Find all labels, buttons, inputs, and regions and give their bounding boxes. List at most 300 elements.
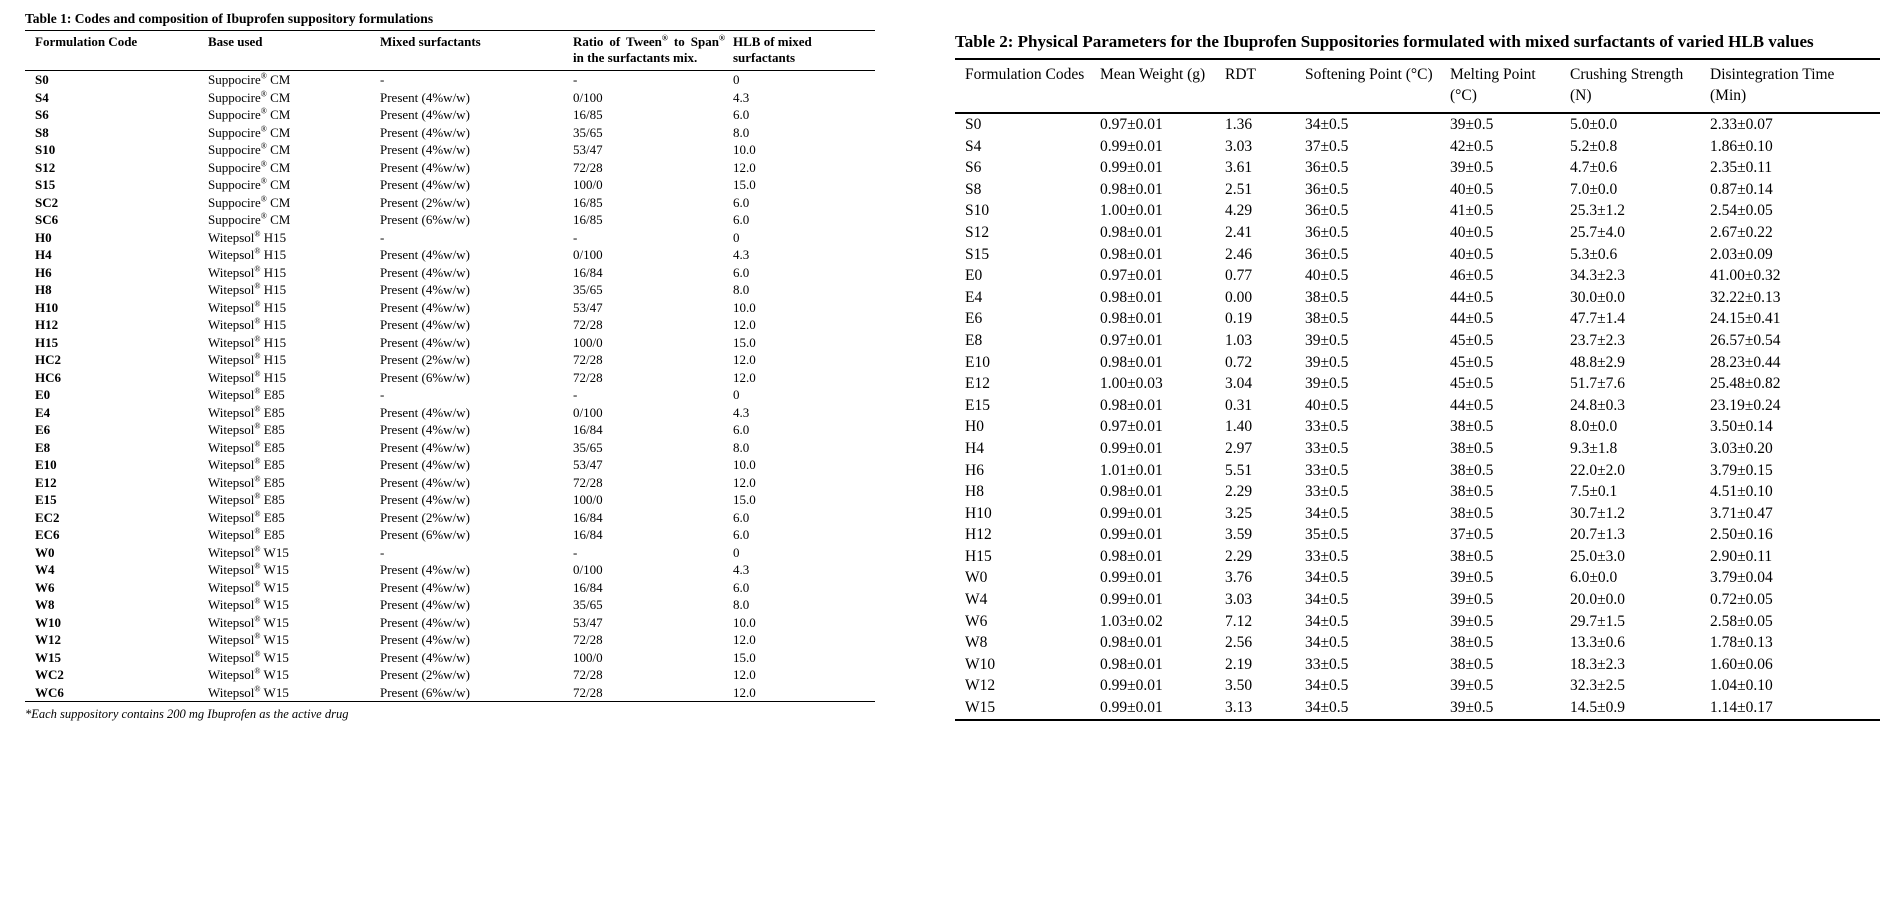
- table-cell: 1.00±0.01: [1100, 202, 1163, 220]
- table-cell: 72/28: [573, 369, 603, 385]
- table-cell: 34±0.5: [1305, 677, 1349, 695]
- table-cell: H12: [965, 526, 992, 544]
- table-cell: Present (4%w/w): [380, 632, 470, 647]
- table1-formulation-codes: [25, 31, 875, 702]
- table-cell: 4.3: [733, 404, 750, 420]
- table-cell: Witepsol® H15: [208, 299, 287, 315]
- table-cell: 53/47: [573, 142, 603, 157]
- table-cell: Witepsol® E85: [208, 421, 285, 437]
- table-cell: 12.0: [733, 632, 756, 647]
- table-cell: 25.0±3.0: [1570, 547, 1626, 565]
- table-row: [955, 416, 1880, 438]
- table-cell: 18.3±2.3: [1570, 655, 1626, 673]
- table-cell: 2.29: [1225, 483, 1253, 501]
- table-row: [955, 524, 1880, 546]
- table-cell: 9.3±1.8: [1570, 439, 1618, 457]
- table-cell: Present (4%w/w): [380, 264, 470, 280]
- table-cell: S8: [965, 180, 982, 198]
- table-row: [25, 281, 875, 299]
- table-cell: Present (2%w/w): [380, 509, 470, 525]
- table-cell: 2.97: [1225, 439, 1253, 457]
- table-cell: 41±0.5: [1450, 202, 1494, 220]
- table-cell: 6.0: [733, 194, 750, 210]
- table-cell: 38±0.5: [1450, 461, 1494, 479]
- table-cell: Present (6%w/w): [380, 684, 470, 700]
- table-cell: EC2: [35, 509, 60, 525]
- table-cell: 32.22±0.13: [1710, 288, 1781, 306]
- table-row: [25, 456, 875, 474]
- table-cell: 41.00±0.32: [1710, 267, 1781, 285]
- table-cell: Present (4%w/w): [380, 422, 470, 437]
- table-row: [955, 113, 1880, 136]
- table-cell: 2.29: [1225, 547, 1253, 565]
- table-cell: 1.40: [1225, 418, 1253, 436]
- table-cell: H6: [35, 264, 52, 280]
- table-cell: 0.98±0.01: [1100, 547, 1163, 565]
- table-cell: Present (4%w/w): [380, 317, 470, 332]
- table-cell: 40±0.5: [1450, 180, 1494, 198]
- table-cell: S15: [965, 245, 990, 263]
- table-cell: 1.78±0.13: [1710, 634, 1773, 652]
- table-cell: 0/100: [573, 562, 603, 577]
- table-cell: 25.48±0.82: [1710, 375, 1781, 393]
- table-cell: WC6: [35, 684, 64, 700]
- table-row: [25, 211, 875, 229]
- table-cell: S10: [965, 202, 990, 220]
- table-cell: 39±0.5: [1305, 331, 1349, 349]
- table-cell: Present (6%w/w): [380, 369, 470, 385]
- table-cell: Witepsol® W15: [208, 684, 289, 700]
- table-cell: W10: [965, 655, 996, 673]
- table-cell: Witepsol® W15: [208, 649, 289, 665]
- table-cell: 3.03±0.20: [1710, 439, 1773, 457]
- table-cell: E8: [35, 439, 51, 455]
- table-cell: 4.3: [733, 247, 750, 262]
- table2-panel: [955, 28, 1880, 721]
- table-cell: 34±0.5: [1305, 569, 1349, 587]
- table-cell: 1.14±0.17: [1710, 699, 1773, 717]
- table-row: [955, 222, 1880, 244]
- table-cell: 42±0.5: [1450, 137, 1494, 155]
- table-cell: Present (4%w/w): [380, 89, 470, 105]
- column-header: Softening Point (°C): [1305, 59, 1450, 113]
- table1-panel: [25, 10, 875, 722]
- table-cell: 53/47: [573, 299, 603, 315]
- table-cell: -: [573, 544, 578, 560]
- table-row: [25, 561, 875, 579]
- table-cell: Witepsol® H15: [208, 229, 287, 245]
- table-cell: 2.03±0.09: [1710, 245, 1773, 263]
- table-cell: 30.7±1.2: [1570, 504, 1626, 522]
- table-cell: -: [573, 387, 578, 402]
- table-cell: E10: [965, 353, 990, 371]
- table-row: [25, 386, 875, 404]
- table-cell: 6.0: [733, 107, 750, 122]
- table-cell: 23.19±0.24: [1710, 396, 1781, 414]
- table-cell: 38±0.5: [1305, 310, 1349, 328]
- table-cell: H0: [965, 418, 984, 436]
- table-cell: 72/28: [573, 352, 603, 367]
- table-cell: 1.60±0.06: [1710, 655, 1773, 673]
- table-cell: 34±0.5: [1305, 591, 1349, 609]
- table-cell: 6.0: [733, 422, 750, 437]
- table-cell: -: [380, 387, 385, 402]
- column-header: HLB of mixed surfactants: [733, 31, 875, 71]
- column-header: Base used: [208, 31, 380, 71]
- table-cell: 7.12: [1225, 612, 1253, 630]
- table-cell: 16/84: [573, 579, 603, 595]
- table-cell: Witepsol® E85: [208, 474, 285, 490]
- table-cell: W4: [35, 562, 55, 577]
- table-cell: 3.61: [1225, 159, 1253, 177]
- table-cell: 3.03: [1225, 137, 1253, 155]
- table-cell: 2.56: [1225, 634, 1253, 652]
- table2-header-row: [955, 59, 1880, 113]
- table-cell: W8: [35, 597, 55, 612]
- table-cell: 1.36: [1225, 116, 1253, 133]
- table-cell: 0.99±0.01: [1100, 699, 1163, 717]
- table-row: [955, 373, 1880, 395]
- table-cell: H12: [35, 317, 59, 332]
- table-cell: 39±0.5: [1450, 591, 1494, 609]
- table-cell: S4: [965, 137, 982, 155]
- table-cell: 8.0: [733, 124, 750, 140]
- table-cell: 13.3±0.6: [1570, 634, 1626, 652]
- table-cell: E10: [35, 457, 57, 472]
- table-cell: 34.3±2.3: [1570, 267, 1626, 285]
- table-cell: 6.0: [733, 212, 750, 227]
- table-cell: 2.67±0.22: [1710, 223, 1773, 241]
- table-cell: 0: [733, 229, 740, 245]
- table-row: [25, 316, 875, 334]
- table-cell: 6.0: [733, 264, 750, 280]
- table-cell: 35/65: [573, 282, 603, 297]
- table-cell: 38±0.5: [1450, 418, 1494, 436]
- table-cell: 1.04±0.10: [1710, 677, 1773, 695]
- table-cell: Present (4%w/w): [380, 334, 470, 350]
- table-cell: H10: [35, 299, 59, 315]
- table-cell: 39±0.5: [1450, 116, 1494, 133]
- column-header: Disintegration Time (Min): [1710, 59, 1880, 113]
- table-cell: 0.99±0.01: [1100, 591, 1163, 609]
- table-cell: 37±0.5: [1305, 137, 1349, 155]
- table-cell: S0: [35, 72, 49, 87]
- table-cell: 0.99±0.01: [1100, 159, 1163, 177]
- table-row: [25, 159, 875, 177]
- table-cell: 1.03±0.02: [1100, 612, 1163, 630]
- table-cell: -: [573, 72, 578, 87]
- column-header: Crushing Strength (N): [1570, 59, 1710, 113]
- table-cell: W10: [35, 614, 61, 630]
- table-cell: EC6: [35, 527, 60, 542]
- table-cell: H8: [965, 483, 984, 501]
- table-cell: E8: [965, 331, 983, 349]
- table-cell: E12: [35, 474, 57, 490]
- table-cell: Witepsol® W15: [208, 544, 289, 560]
- table-cell: Present (6%w/w): [380, 527, 470, 542]
- table-cell: Witepsol® W15: [208, 596, 289, 612]
- table-cell: E6: [35, 422, 51, 437]
- table-cell: Witepsol® W15: [208, 614, 289, 630]
- table-cell: Witepsol® E85: [208, 491, 285, 507]
- table1-caption: Table 1: Codes and composition of Ibuprofen suppository formulations: [25, 10, 875, 31]
- table-cell: 72/28: [573, 317, 603, 332]
- table-row: [25, 89, 875, 107]
- table-row: [955, 308, 1880, 330]
- table-cell: 15.0: [733, 177, 756, 192]
- table-cell: 32.3±2.5: [1570, 677, 1626, 695]
- table-cell: SC6: [35, 212, 59, 227]
- table-cell: Witepsol® E85: [208, 386, 285, 402]
- table-cell: Present (2%w/w): [380, 352, 470, 367]
- table-cell: Present (4%w/w): [380, 159, 470, 175]
- table-cell: 12.0: [733, 317, 756, 332]
- table-cell: Suppocire® CM: [208, 159, 291, 175]
- table-cell: 40±0.5: [1450, 223, 1494, 241]
- table-cell: Present (4%w/w): [380, 247, 470, 262]
- table-cell: 100/0: [573, 649, 603, 665]
- table-cell: 39±0.5: [1450, 569, 1494, 587]
- column-header: Formulation Codes: [955, 59, 1100, 113]
- table-cell: 7.0±0.0: [1570, 180, 1618, 198]
- table-row: [955, 287, 1880, 309]
- table-cell: 26.57±0.54: [1710, 331, 1781, 349]
- table-cell: 53/47: [573, 457, 603, 472]
- table-cell: Witepsol® H15: [208, 264, 287, 280]
- table-cell: 0/100: [573, 404, 603, 420]
- table-cell: S15: [35, 177, 56, 192]
- table-cell: Suppocire® CM: [208, 194, 291, 210]
- table-cell: 34±0.5: [1305, 116, 1349, 133]
- table-cell: 10.0: [733, 614, 756, 630]
- table-cell: 35/65: [573, 597, 603, 612]
- table-cell: 8.0: [733, 597, 750, 612]
- table-cell: E6: [965, 310, 983, 328]
- table-cell: Suppocire® CM: [208, 124, 291, 140]
- table-cell: 3.79±0.15: [1710, 461, 1773, 479]
- table-row: [25, 491, 875, 509]
- table-cell: H4: [965, 439, 984, 457]
- table-cell: 0.98±0.01: [1100, 288, 1163, 306]
- table-cell: Witepsol® H15: [208, 351, 287, 367]
- table-cell: 22.0±2.0: [1570, 461, 1626, 479]
- table-cell: 12.0: [733, 159, 756, 175]
- table-cell: 20.0±0.0: [1570, 591, 1626, 609]
- table-cell: S4: [35, 89, 49, 105]
- column-header: Mixed surfactants: [380, 31, 573, 71]
- table-cell: W15: [35, 649, 61, 665]
- table-row: [25, 124, 875, 142]
- table-row: [955, 567, 1880, 589]
- table-cell: 33±0.5: [1305, 483, 1349, 501]
- table-cell: 7.5±0.1: [1570, 483, 1618, 501]
- table-cell: 3.59: [1225, 526, 1253, 544]
- table-cell: 0.97±0.01: [1100, 331, 1163, 349]
- table-cell: WC2: [35, 667, 64, 682]
- table-cell: 0.99±0.01: [1100, 504, 1163, 522]
- table-cell: E12: [965, 375, 990, 393]
- table-cell: Present (4%w/w): [380, 597, 470, 612]
- table-row: [955, 438, 1880, 460]
- table-cell: 33±0.5: [1305, 418, 1349, 436]
- table-cell: 3.03: [1225, 591, 1253, 609]
- table-cell: Witepsol® H15: [208, 316, 287, 332]
- table-cell: 28.23±0.44: [1710, 353, 1781, 371]
- table-cell: 1.03: [1225, 331, 1253, 349]
- table-cell: 44±0.5: [1450, 288, 1494, 306]
- table-cell: 14.5±0.9: [1570, 699, 1626, 717]
- table-cell: 0.98±0.01: [1100, 353, 1163, 371]
- column-header: Ratio of Tween® to Span® in the surfactants mix.: [573, 31, 733, 71]
- table-cell: 72/28: [573, 474, 603, 490]
- table-cell: 20.7±1.3: [1570, 526, 1626, 544]
- table-cell: 25.7±4.0: [1570, 223, 1626, 241]
- table-cell: Present (4%w/w): [380, 649, 470, 665]
- table-cell: S8: [35, 124, 49, 140]
- table-cell: Witepsol® W15: [208, 666, 289, 682]
- table-cell: Present (4%w/w): [380, 124, 470, 140]
- table-cell: H6: [965, 461, 984, 479]
- table-cell: H0: [35, 229, 52, 245]
- table-cell: 4.3: [733, 89, 750, 105]
- table-cell: 47.7±1.4: [1570, 310, 1626, 328]
- table-cell: 5.2±0.8: [1570, 137, 1618, 155]
- table-cell: Suppocire® CM: [208, 71, 291, 87]
- table-cell: 4.7±0.6: [1570, 159, 1618, 177]
- table-cell: 72/28: [573, 159, 603, 175]
- table-cell: H15: [965, 547, 992, 565]
- table-cell: 35/65: [573, 439, 603, 455]
- table-row: [25, 439, 875, 457]
- table-cell: 30.0±0.0: [1570, 288, 1626, 306]
- table-cell: 0.97±0.01: [1100, 418, 1163, 436]
- table-cell: 0.19: [1225, 310, 1253, 328]
- table-cell: 38±0.5: [1450, 483, 1494, 501]
- table-cell: 0.97±0.01: [1100, 116, 1163, 133]
- table-row: [25, 579, 875, 597]
- table-cell: S12: [35, 159, 56, 175]
- table-row: [955, 136, 1880, 158]
- table-cell: 35/65: [573, 124, 603, 140]
- table-cell: Present (2%w/w): [380, 667, 470, 682]
- table-cell: 4.29: [1225, 202, 1253, 220]
- table-cell: W6: [965, 612, 988, 630]
- table2-physical-parameters: [955, 58, 1880, 721]
- table-cell: 44±0.5: [1450, 396, 1494, 414]
- table-cell: 0.87±0.14: [1710, 180, 1773, 198]
- table-cell: 2.19: [1225, 655, 1253, 673]
- table-cell: 0.98±0.01: [1100, 483, 1163, 501]
- table-row: [955, 460, 1880, 482]
- table-cell: 38±0.5: [1450, 504, 1494, 522]
- table-cell: Present (4%w/w): [380, 299, 470, 315]
- table-cell: -: [380, 229, 385, 245]
- table-cell: 34±0.5: [1305, 699, 1349, 717]
- table-cell: 0: [733, 72, 740, 87]
- table-cell: W15: [965, 699, 996, 717]
- table-cell: Witepsol® E85: [208, 456, 285, 472]
- table-cell: 15.0: [733, 492, 756, 507]
- table-cell: Present (4%w/w): [380, 579, 470, 595]
- table-cell: 37±0.5: [1450, 526, 1494, 544]
- table-cell: Suppocire® CM: [208, 141, 291, 157]
- table-cell: 33±0.5: [1305, 547, 1349, 565]
- table-row: [25, 631, 875, 649]
- table-cell: 0.72: [1225, 353, 1253, 371]
- table-cell: 0.98±0.01: [1100, 396, 1163, 414]
- table-cell: 16/84: [573, 509, 603, 525]
- table-cell: Suppocire® CM: [208, 211, 291, 227]
- table-cell: 3.76: [1225, 569, 1253, 587]
- table-cell: Present (2%w/w): [380, 194, 470, 210]
- table-cell: 6.0: [733, 509, 750, 525]
- table-cell: 38±0.5: [1450, 439, 1494, 457]
- table-cell: 2.90±0.11: [1710, 547, 1773, 565]
- table-cell: Witepsol® W15: [208, 579, 289, 595]
- table-cell: 51.7±7.6: [1570, 375, 1626, 393]
- table-cell: -: [380, 72, 385, 87]
- table-cell: 10.0: [733, 457, 756, 472]
- table-row: [25, 71, 875, 89]
- table-cell: Present (4%w/w): [380, 614, 470, 630]
- table-cell: 3.50: [1225, 677, 1253, 695]
- table-cell: 2.58±0.05: [1710, 612, 1773, 630]
- table-row: [25, 334, 875, 352]
- table-cell: 0.99±0.01: [1100, 569, 1163, 587]
- table-row: [25, 176, 875, 194]
- table-row: [955, 352, 1880, 374]
- table-cell: 0.98±0.01: [1100, 223, 1163, 241]
- table-cell: 0: [733, 387, 740, 402]
- table-cell: 15.0: [733, 649, 756, 665]
- table-cell: W12: [965, 677, 996, 695]
- table-cell: Suppocire® CM: [208, 176, 291, 192]
- table-cell: E4: [35, 404, 51, 420]
- table-cell: 24.15±0.41: [1710, 310, 1781, 328]
- table-cell: 12.0: [733, 474, 756, 490]
- table-cell: W8: [965, 634, 988, 652]
- table-cell: 6.0: [733, 527, 750, 542]
- table-cell: 0/100: [573, 89, 603, 105]
- table-cell: Witepsol® E85: [208, 404, 285, 420]
- table-cell: HC2: [35, 352, 61, 367]
- table-row: [25, 194, 875, 212]
- table-cell: 0.99±0.01: [1100, 439, 1163, 457]
- table-cell: 25.3±1.2: [1570, 202, 1626, 220]
- table-row: [25, 351, 875, 369]
- table-cell: 1.86±0.10: [1710, 137, 1773, 155]
- table-cell: 40±0.5: [1450, 245, 1494, 263]
- table-cell: 35±0.5: [1305, 526, 1349, 544]
- table-cell: 16/85: [573, 194, 603, 210]
- table-row: [955, 675, 1880, 697]
- table-cell: HC6: [35, 369, 61, 385]
- table-cell: Present (4%w/w): [380, 177, 470, 192]
- table-cell: 36±0.5: [1305, 202, 1349, 220]
- table-cell: 39±0.5: [1450, 699, 1494, 717]
- table-cell: 10.0: [733, 142, 756, 157]
- table-row: [25, 526, 875, 544]
- table-row: [25, 596, 875, 614]
- table-cell: 36±0.5: [1305, 159, 1349, 177]
- table-cell: W0: [965, 569, 988, 587]
- table-row: [25, 106, 875, 124]
- table-cell: 0.98±0.01: [1100, 634, 1163, 652]
- table-row: [955, 654, 1880, 676]
- table-cell: H10: [965, 504, 992, 522]
- table-row: [955, 503, 1880, 525]
- table-row: [955, 200, 1880, 222]
